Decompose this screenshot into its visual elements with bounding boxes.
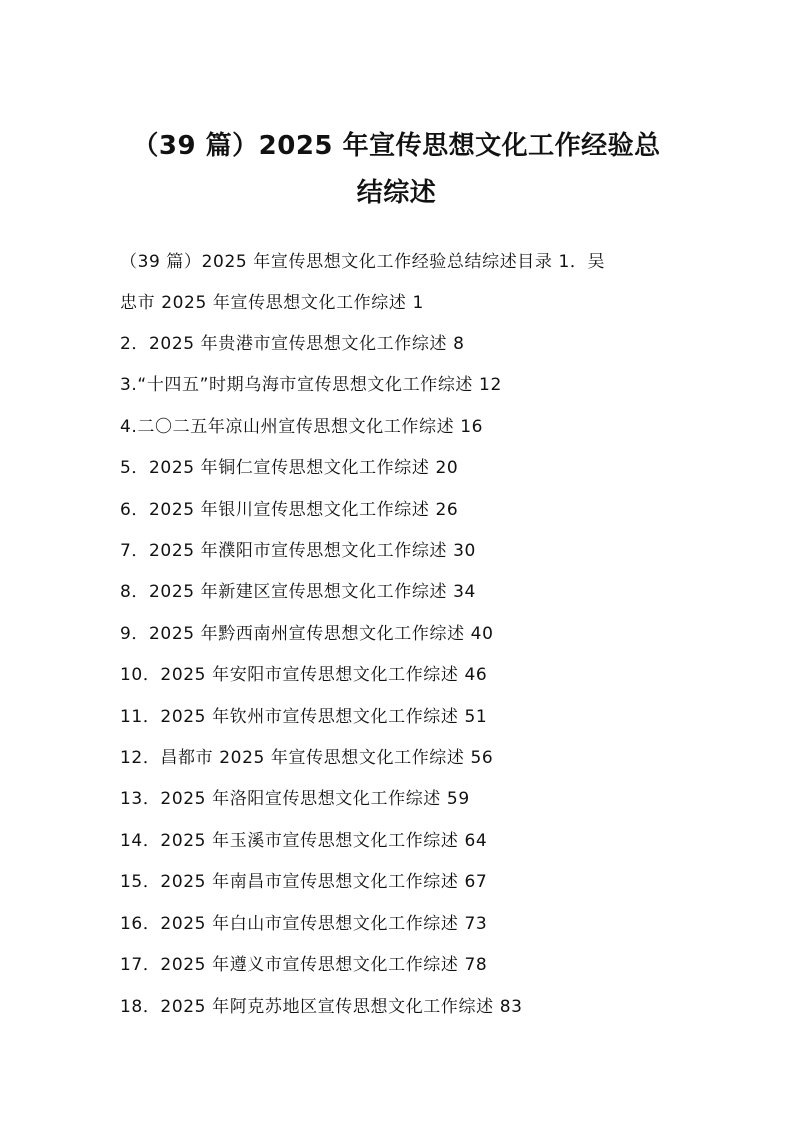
toc-item: 5．2025 年铜仁宣传思想文化工作综述 20 — [120, 458, 459, 479]
toc-item: 15．2025 年南昌市宣传思想文化工作综述 67 — [120, 872, 488, 893]
toc-item: 4.二〇二五年凉山州宣传思想文化工作综述 16 — [120, 416, 484, 437]
table-of-contents — [120, 242, 680, 1028]
document-title-line-2: 结综述 — [356, 178, 437, 208]
document-title-line-1: （39 篇）2025 年宣传思想文化工作经验总 — [132, 131, 661, 161]
toc-item: 18．2025 年阿克苏地区宣传思想文化工作综述 83 — [120, 996, 523, 1017]
toc-item: 3.“十四五”时期乌海市宣传思想文化工作综述 12 — [120, 375, 502, 396]
toc-item: 9．2025 年黔西南州宣传思想文化工作综述 40 — [120, 623, 494, 644]
toc-item: 13．2025 年洛阳宣传思想文化工作综述 59 — [120, 789, 470, 810]
toc-item: 14．2025 年玉溪市宣传思想文化工作综述 64 — [120, 830, 488, 851]
toc-item: 16．2025 年白山市宣传思想文化工作综述 73 — [120, 913, 488, 934]
toc-item: 11．2025 年钦州市宣传思想文化工作综述 51 — [120, 706, 488, 727]
toc-item: 10．2025 年安阳市宣传思想文化工作综述 46 — [120, 665, 488, 686]
toc-intro-line-2: 忠市 2025 年宣传思想文化工作综述 1 — [120, 293, 424, 313]
toc-item: 17．2025 年遵义市宣传思想文化工作综述 78 — [120, 955, 488, 976]
toc-intro — [120, 242, 680, 324]
toc-item: 8．2025 年新建区宣传思想文化工作综述 34 — [120, 582, 476, 603]
toc-item: 7．2025 年濮阳市宣传思想文化工作综述 30 — [120, 541, 476, 562]
toc-item: 6．2025 年银川宣传思想文化工作综述 26 — [120, 499, 459, 520]
toc-list — [120, 324, 680, 1028]
toc-item: 2．2025 年贵港市宣传思想文化工作综述 8 — [120, 334, 465, 354]
toc-intro-line-1: （39 篇）2025 年宣传思想文化工作经验总结综述目录 1．吴 — [120, 252, 606, 272]
toc-item: 12．昌都市 2025 年宣传思想文化工作综述 56 — [120, 748, 494, 769]
